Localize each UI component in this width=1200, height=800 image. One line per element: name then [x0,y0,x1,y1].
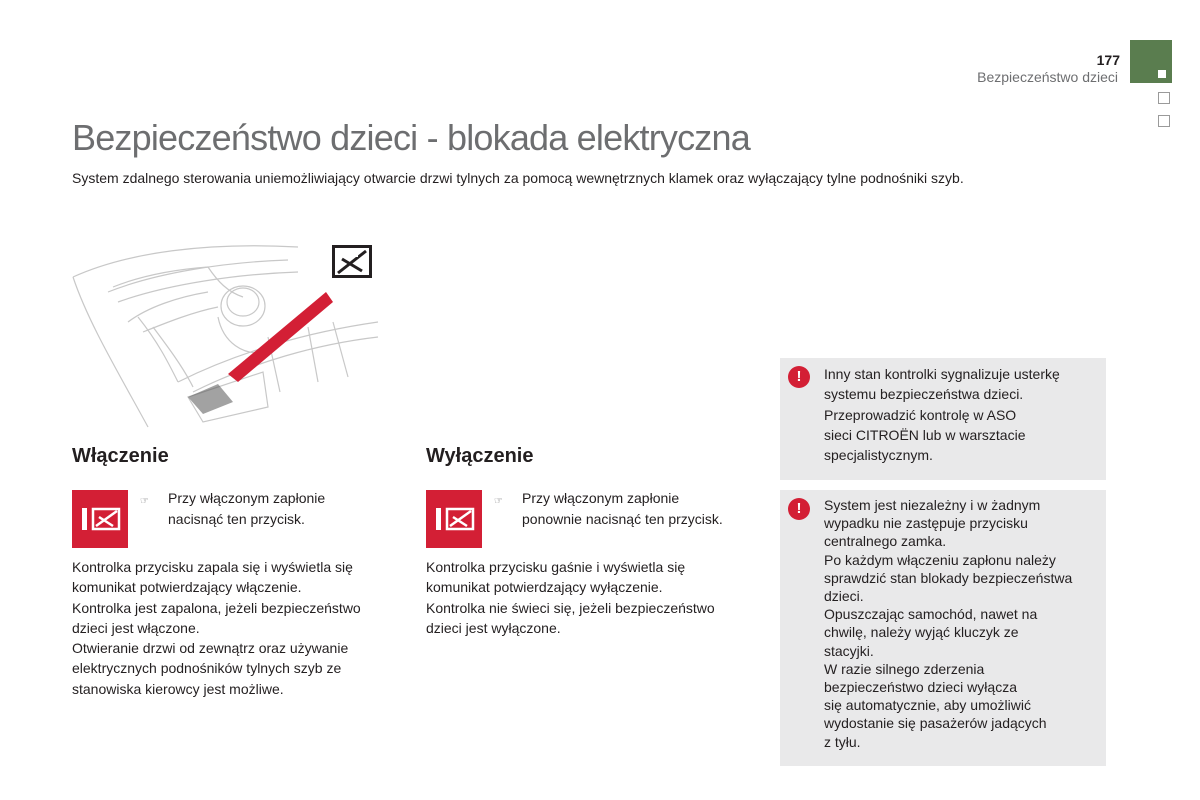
warning-box [780,358,1106,480]
disable-heading: Wyłączenie [426,445,534,467]
page-number: 177 [1096,52,1120,68]
tab-dot [1158,70,1166,78]
warning-line: z tyłu. [824,733,861,750]
warning-box [780,490,1106,766]
description-line: Otwieranie drzwi od zewnątrz oraz używanie [72,640,349,657]
warning-line: Inny stan kontrolki sygnalizuje usterkę [824,366,1060,382]
warning-line: Opuszczając samochód, nawet na [824,606,1038,623]
warning-icon: ! [788,366,810,388]
instruction-line: Przy włączonym zapłonie [522,490,680,506]
section-tab [1158,115,1170,127]
instruction-line: nacisnąć ten przycisk. [168,511,305,527]
warning-line: wypadku nie zastępuje przycisku [824,515,1028,532]
warning-line: specjalistycznym. [824,447,933,464]
warning-line: wydostanie się pasażerów jadących [824,715,1047,732]
description-line: Kontrolka nie świeci się, jeżeli bezpieczeństwo [426,599,715,616]
warning-line: chwilę, należy wyjąć kluczyk ze [824,624,1019,641]
description-line: Kontrolka jest zapalona, jeżeli bezpieczeństwo [72,599,361,616]
enable-description [72,557,361,699]
warning-line: dzieci. [824,588,864,605]
warning-line: sieci CITROËN lub w warsztacie [824,426,1026,443]
child-lock-icon [332,245,372,278]
warning-line: centralnego zamka. [824,533,947,550]
warning-line: stacyjki. [824,642,874,659]
page-title: Bezpieczeństwo dzieci - blokada elektryczna [72,117,750,158]
description-line: Kontrolka przycisku gaśnie i wyświetla się [426,559,686,575]
description-line: Kontrolka przycisku zapala się i wyświetla się [72,559,353,575]
warning-icon: ! [788,498,810,520]
warning-text [824,364,1060,465]
description-line: dzieci jest wyłączone. [426,619,561,636]
instruction-line: Przy włączonym zapłonie [168,490,326,506]
description-line: elektrycznych podnośników tylnych szyb ze [72,660,342,677]
warning-line: W razie silnego zderzenia [824,660,985,677]
warning-line: System jest niezależny i w żadnym [824,497,1041,513]
pointing-hand-icon: ☞ [494,496,503,507]
enable-heading: Włączenie [72,445,169,467]
description-line: dzieci jest włączone. [72,619,200,636]
instruction-line: ponownie nacisnąć ten przycisk. [522,511,723,527]
warning-line: się automatycznie, aby umożliwić [824,697,1031,714]
warning-line: systemu bezpieczeństwa dzieci. [824,386,1024,403]
description-line: stanowiska kierowcy jest możliwe. [72,680,284,697]
warning-text [824,496,1072,751]
warning-line: sprawdzić stan blokady bezpieczeństwa [824,569,1073,586]
child-lock-icon [434,504,476,534]
disable-description [426,557,715,638]
section-label: Bezpieczeństwo dzieci [977,69,1118,85]
child-lock-icon [80,504,122,534]
section-tab-active [1130,40,1172,83]
warning-line: Przeprowadzić kontrolę w ASO [824,406,1017,423]
child-lock-button[interactable] [72,490,128,548]
description-line: komunikat potwierdzający włączenie. [72,579,302,596]
warning-line: bezpieczeństwo dzieci wyłącza [824,679,1017,696]
pointing-hand-icon: ☞ [140,496,149,507]
description-line: komunikat potwierdzający wyłączenie. [426,579,663,596]
intro-text: System zdalnego sterowania uniemożliwiający otwarcie drzwi tylnych za pomocą wewnętrznych klamek oraz wyłączający tylne podnośniki szyb. [72,170,964,186]
section-tab [1158,92,1170,104]
child-lock-button[interactable] [426,490,482,548]
warning-line: Po każdym włączeniu zapłonu należy [824,551,1056,568]
